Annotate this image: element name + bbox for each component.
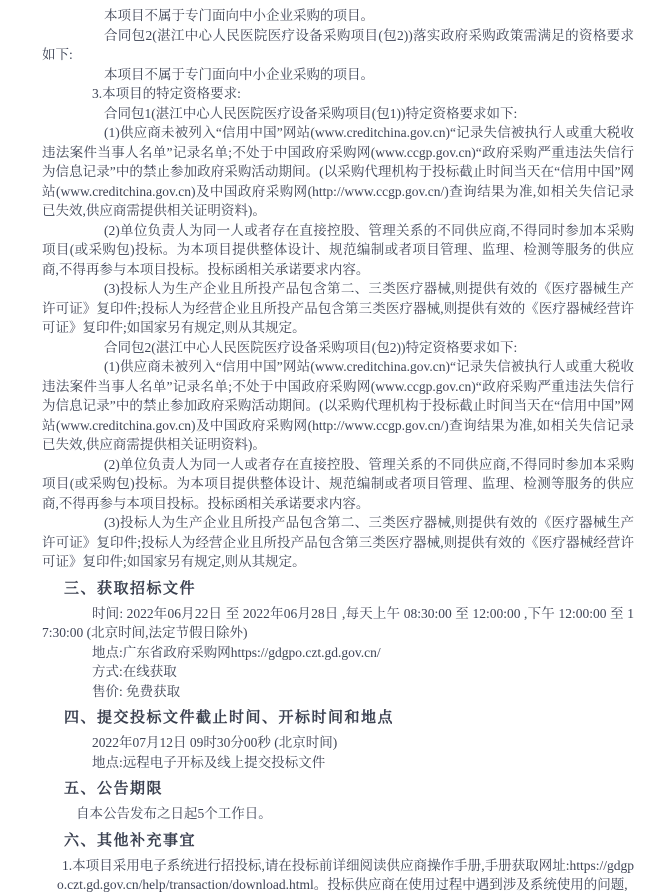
other-matters-paragraph: 1.本项目采用电子系统进行招投标,请在投标前详细阅读供应商操作手册,手册获取网址:https://gdgpo.czt.gd.gov.cn/help/transaction/download.html。投标供应商在使用过程中遇到涉及系统使用的问题, xyxy=(57,857,634,892)
section-heading-submission-deadline: 四、提交投标文件截止时间、开标时间和地点 xyxy=(64,710,395,726)
package1-requirement-item-3: (3)投标人为生产企业且所投产品包含第二、三类医疗器械,则提供有效的《医疗器械生产许可证》复印件;投标人为经营企业且所投产品包含第三类医疗器械,则提供有效的《医疗器械经营许可证》复印件;如国家另有规定,则从其规定。 xyxy=(42,281,634,335)
package1-requirement-item-1: (1)供应商未被列入“信用中国”网站(www.creditchina.gov.cn)“记录失信被执行人或重大税收违法案件当事人名单”记录名单;不处于中国政府采购网(www.ccgp.gov.cn)“政府采购严重违法失信行为信息记录”中的禁止参加政府采购活动期间。(以采购代理机构于投标截止时间当天在“信用中国”网站(www.creditchina.gov.cn)及中国政府采购网(http://www.ccgp.gov.cn/)查询结果为准,如相关失信记录已失效,供应商需提供相关证明资料)。 xyxy=(42,125,634,218)
section-heading-announcement-period: 五、公告期限 xyxy=(64,781,164,797)
announcement-period-line: 自本公告发布之日起5个工作日。 xyxy=(76,806,272,821)
package1-requirements-header: 合同包1(湛江中心人民医院医疗设备采购项目(包1))特定资格要求如下: xyxy=(104,105,518,121)
section-heading-obtain-bidding-documents: 三、获取招标文件 xyxy=(64,580,197,597)
obtain-documents-method-line: 方式:在线获取 xyxy=(92,664,177,679)
specific-qualification-heading-line: 3.本项目的特定资格要求: xyxy=(92,86,241,101)
smb-procurement-note-line: 本项目不属于专门面向中小企业采购的项目。 xyxy=(104,8,374,23)
section-heading-other-matters: 六、其他补充事宜 xyxy=(64,832,197,849)
smb-procurement-note-line-2: 本项目不属于专门面向中小企业采购的项目。 xyxy=(104,66,374,82)
obtain-documents-price-line: 售价: 免费获取 xyxy=(92,683,181,699)
obtain-documents-location-line: 地点:广东省政府采购网https://gdgpo.czt.gd.gov.cn/ xyxy=(92,644,381,660)
package1-requirement-item-2: (2)单位负责人为同一人或者存在直接控股、管理关系的不同供应商,不得同时参加本采购项目(或采购包)投标。为本项目提供整体设计、规范编制或者项目管理、监理、检测等服务的供应商,不得再参与本项目投标。投标函相关承诺要求内容。 xyxy=(42,222,634,277)
obtain-documents-time-line: 时间: 2022年06月22日 至 2022年06月28日 ,每天上午 08:30:00 至 12:00:00 ,下午 12:00:00 至 17:30:00 (北京时间,法定节假日除外) xyxy=(42,605,634,640)
bid-opening-datetime-line: 2022年07月12日 09时30分00秒 (北京时间) xyxy=(92,735,338,750)
package2-requirements-header: 合同包2(湛江中心人民医院医疗设备采购项目(包2))特定资格要求如下: xyxy=(104,339,518,355)
bid-opening-location-line: 地点:远程电子开标及线上提交投标文件 xyxy=(92,754,326,770)
package2-requirement-item-3: (3)投标人为生产企业且所投产品包含第二、三类医疗器械,则提供有效的《医疗器械生产许可证》复印件;投标人为经营企业且所投产品包含第三类医疗器械,则提供有效的《医疗器械经营许可证》复印件;如国家另有规定,则从其规定。 xyxy=(42,515,634,569)
package2-requirement-item-2: (2)单位负责人为同一人或者存在直接控股、管理关系的不同供应商,不得同时参加本采购项目(或采购包)投标。为本项目提供整体设计、规范编制或者项目管理、监理、检测等服务的供应商,不得再参与本项目投标。投标函相关承诺要求内容。 xyxy=(42,456,634,511)
package2-policy-requirement-line: 合同包2(湛江中心人民医院医疗设备采购项目(包2))落实政府采购政策需满足的资格要求如下: xyxy=(42,27,634,62)
package2-requirement-item-1: (1)供应商未被列入“信用中国”网站(www.creditchina.gov.cn)“记录失信被执行人或重大税收违法案件当事人名单”记录名单;不处于中国政府采购网(www.ccgp.gov.cn)“政府采购严重违法失信行为信息记录”中的禁止参加政府采购活动期间。(以采购代理机构于投标截止时间当天在“信用中国”网站(www.creditchina.gov.cn)及中国政府采购网(http://www.ccgp.gov.cn/)查询结果为准,如相关失信记录已失效,供应商需提供相关证明资料)。 xyxy=(42,359,634,452)
